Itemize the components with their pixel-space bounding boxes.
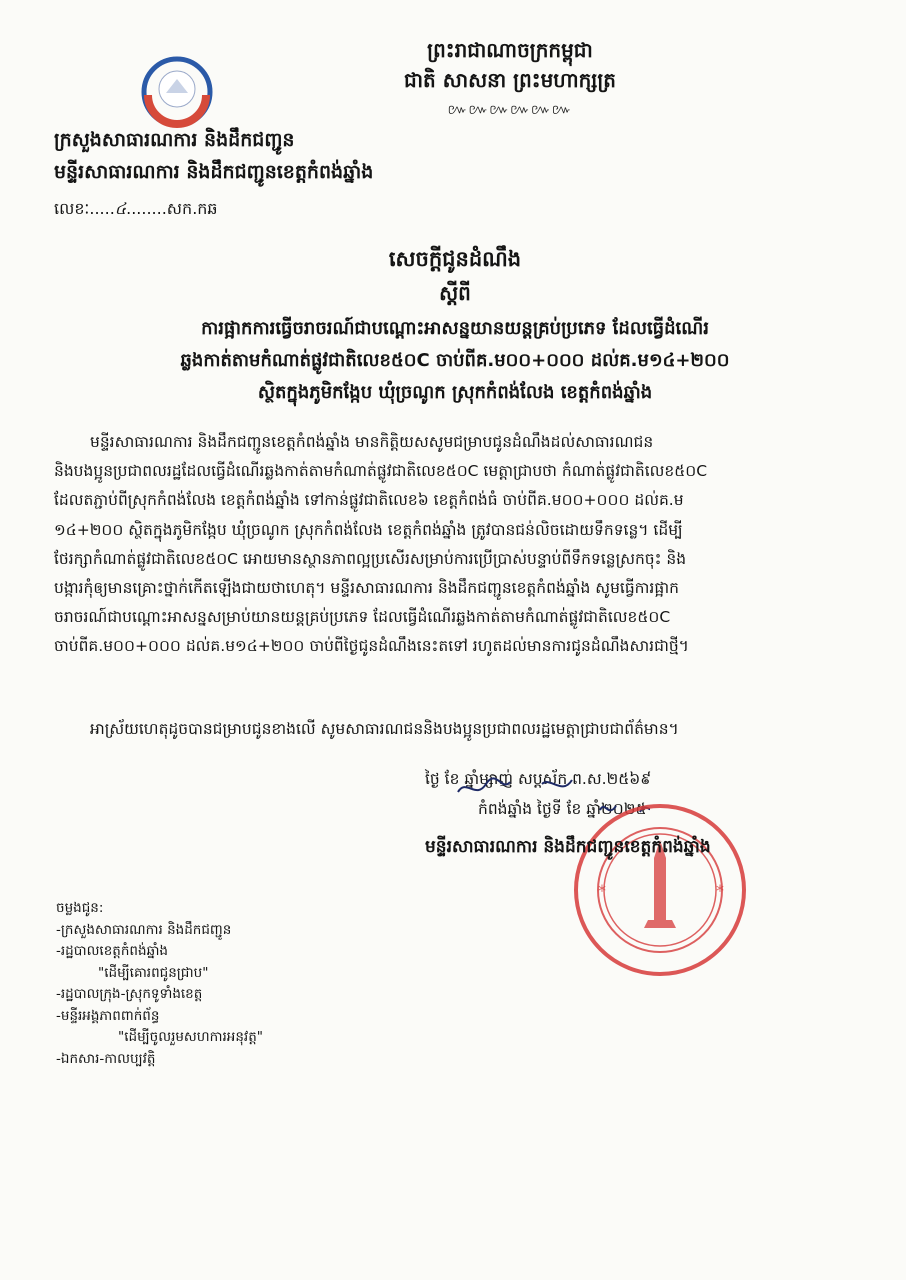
ministry-logo xyxy=(140,55,214,129)
lunar-date: ថ្ងៃ ខែ ឆ្នាំម្សាញ់ សប្តស័ក ព.ស.២៥៦៩ xyxy=(425,770,652,788)
signing-department: មន្ទីរសាធារណការ និងដឹកជញ្ជូនខេត្តកំពង់ឆ្នាំង xyxy=(425,837,711,857)
svg-text:*: * xyxy=(598,881,606,900)
cc-item-note: "ដើម្បីចូលរួមសហការអនុវត្ត" xyxy=(118,1029,263,1045)
reference-suffix: ........សក.កឆ xyxy=(126,199,218,218)
cc-item: -មន្ទីរអង្គភាពពាក់ព័ន្ធ xyxy=(56,1007,160,1024)
body-line: បង្ការកុំឲ្យមានគ្រោះថ្នាក់កើតឡើងជាយថាហេតុ។ មន្ទីរសាធារណការ និងដឹកជញ្ជូនខេត្តកំពង់ឆ្នាំង សូមធ្វើការផ្អាក xyxy=(54,579,679,598)
notice-about: ស្តីពី xyxy=(439,281,471,305)
subject-line: ឆ្លងកាត់តាមកំណាត់ផ្លូវជាតិលេខ៥០C ចាប់ពីគ.ម០០+០០០ ដល់គ.ម១៤+២០០ xyxy=(180,350,730,371)
closing-paragraph: អាស្រ័យហេតុដូចបានជម្រាបជូនខាងលើ សូមសាធារណជននិងបងប្អូនប្រជាពលរដ្ឋមេត្តាជ្រាបជាព័ត៌មាន។ xyxy=(90,720,679,738)
cc-item: -ឯកសារ-កាលប្បវត្តិ xyxy=(56,1050,156,1067)
cc-item: -រដ្ឋបាលក្រុង-ស្រុកទូទាំងខេត្ត xyxy=(56,986,203,1002)
subject-line: ស្ថិតក្នុងភូមិកង្កែប ឃុំច្រណូក ស្រុកកំពង់លែង ខេត្តកំពង់ឆ្នាំង xyxy=(257,382,653,403)
body-line: មន្ទីរសាធារណការ និងដឹកជញ្ជូនខេត្តកំពង់ឆ្នាំង មានកិត្តិយសសូមជម្រាបជូនដំណឹងដល់សាធារណជន xyxy=(90,433,654,451)
body-line: ដែលតភ្ជាប់ពីស្រុកកំពង់លែង ខេត្តកំពង់ឆ្នាំង ទៅកាន់ផ្លូវជាតិលេខ៦ ខេត្តកំពង់ធំ ចាប់ពីគ.ម០០+០០០ ដល់គ.ម xyxy=(54,491,684,510)
reference-value: ៤ xyxy=(114,199,127,218)
cc-item-note: "ដើម្បីគោរពជូនជ្រាប" xyxy=(98,964,209,981)
department-name: មន្ទីរសាធារណការ និងដឹកជញ្ជូនខេត្តកំពង់ឆ្នាំង xyxy=(54,161,374,183)
cc-item: -ក្រសួងសាធារណការ និងដឹកជញ្ជូន xyxy=(56,921,232,938)
official-seal xyxy=(570,800,750,980)
cc-list xyxy=(56,898,263,1070)
subject-line: ការផ្អាកការធ្វើចរាចរណ៍ជាបណ្តោះអាសន្នយានយន្តគ្រប់ប្រភេទ ដែលធ្វើដំណើរ xyxy=(201,318,709,339)
ministry-name: ក្រសួងសាធារណការ និងដឹកជញ្ជូន xyxy=(54,129,295,151)
notice-body xyxy=(54,428,854,662)
body-line: ១៤+២០០ ស្ថិតក្នុងភូមិកង្កែប ឃុំច្រណូក ស្រុកកំពង់លែង ខេត្តកំពង់ឆ្នាំង ត្រូវបានជន់លិចដោយទឹកទន្លេ។ ដើម្បី xyxy=(54,520,683,539)
reference-number xyxy=(54,198,218,220)
body-line: ចរាចរណ៍ជាបណ្តោះអាសន្នសម្រាប់យានយន្តគ្រប់ប្រភេទ ដែលធ្វើដំណើរឆ្លងកាត់តាមកំណាត់ផ្លូវជាតិលេខ៥០C xyxy=(54,608,671,627)
svg-text:*: * xyxy=(716,881,724,900)
body-line: និងបងប្អូនប្រជាពលរដ្ឋដែលធ្វើដំណើរឆ្លងកាត់តាមកំណាត់ផ្លូវជាតិលេខ៥០C មេត្តាជ្រាបថា កំណាត់ផ្លូវជាតិលេខ៥០C xyxy=(54,462,708,481)
cc-item: -រដ្ឋបាលខេត្តកំពង់ឆ្នាំង xyxy=(56,943,168,959)
body-line: ថែរក្សាកំណាត់ផ្លូវជាតិលេខ៥០C អោយមានស្ថានភាពល្អប្រសើរសម្រាប់ការប្រើប្រាស់បន្ទាប់ពីទឹកទន្លេស្រកចុះ និង xyxy=(54,549,687,568)
notice-title: សេចក្តីជូនដំណឹង xyxy=(388,247,522,271)
body-line: ចាប់ពីគ.ម០០+០០០ ដល់គ.ម១៤+២០០ ចាប់ពីថ្ងៃជូនដំណឹងនេះតទៅ រហូតដល់មានការជូនដំណឹងសារជាថ្មី។ xyxy=(54,637,689,656)
reference-prefix: លេខៈ..... xyxy=(54,199,115,218)
kingdom-heading: ព្រះរាជាណាចក្រកម្ពុជា xyxy=(427,38,593,62)
national-motto: ជាតិ សាសនា ព្រះមហាក្សត្រ xyxy=(404,68,616,92)
header-ornament: ៚៚៚៚៚៚ xyxy=(447,102,573,118)
solar-date: កំពង់ឆ្នាំង ថ្ងៃទី ខែ ឆ្នាំ២០២៥ xyxy=(478,800,647,818)
cc-heading: ចម្លងជូន: xyxy=(56,900,104,916)
